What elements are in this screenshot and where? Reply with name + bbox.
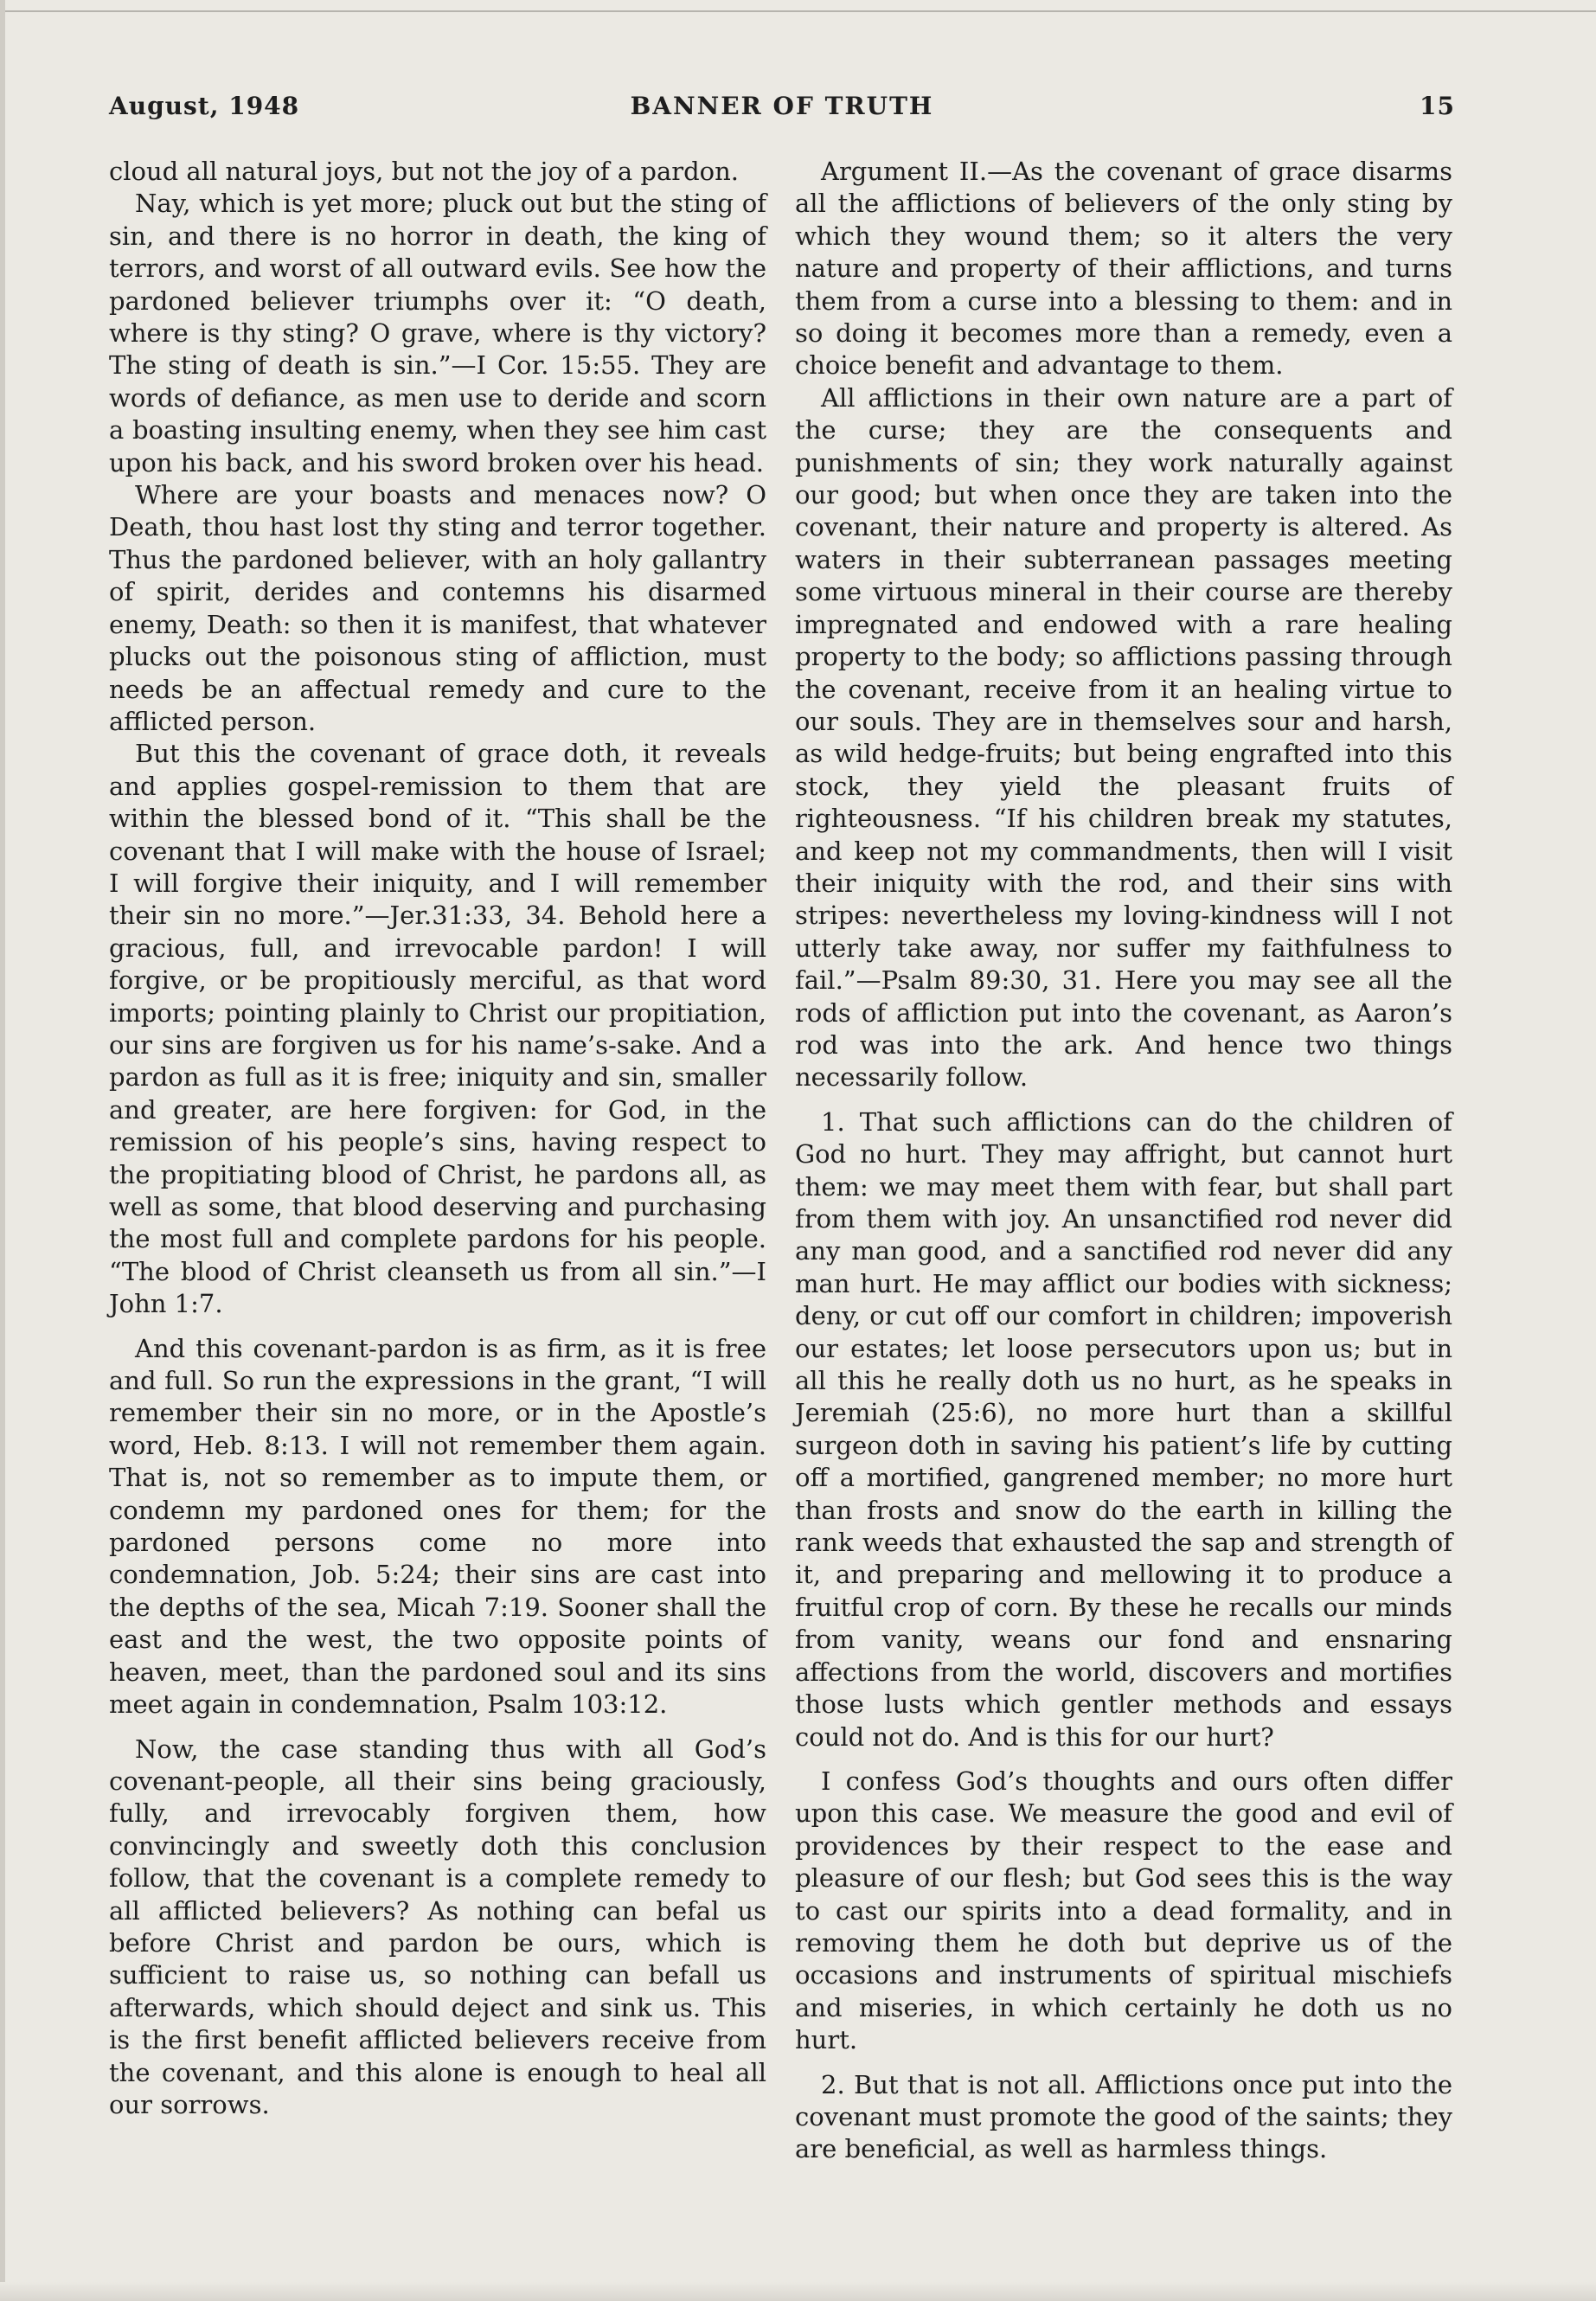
- paragraph: But this the covenant of grace doth, it reveals and applies gospel-remission to them that are within the blessed bond of it. “This shall be the covenant that I will make with the house of Israel; I will forgive their iniquity, and I will remember their sin no more.”—Jer.31:33, 34. Behold here a gracious, full, and irrevocable pardon! I will forgive, or be propitiously merciful, as that word imports; pointing plainly to Christ our propitiation, our sins are forgiven us for his name’s-sake. And a pardon as full as it is free; iniquity and sin, smaller and greater, are here forgiven: for God, in the remission of his people’s sins, having respect to the propitiating blood of Christ, he pardons all, as well as some, that blood deserving and purchasing the most full and complete pardons for his people. “The blood of Christ cleanseth us from all sin.”—I John 1:7.: [109, 739, 766, 1319]
- bottom-edge: [0, 2282, 1596, 2301]
- paragraph: 2. But that is not all. Afflictions once put into the covenant must promote the good of the saints; they are beneficial, as well as harmless things.: [795, 2069, 1452, 2164]
- header-title: BANNER OF TRUTH: [630, 92, 934, 120]
- top-rule: [0, 10, 1596, 12]
- paragraph: And this covenant-pardon is as firm, as it is free and full. So run the expressions in the grant, “I will remember their sin no more, or in the Apostle’s word, Heb. 8:13. I will not remember them again. That is, not so remember as to impute them, or condemn my pardoned ones for them; for the pardoned persons come no more into condemnation, Job. 5:24; their sins are cast into the depths of the sea, Micah 7:19. Sooner shall the east and the west, the two opposite points of heaven, meet, than the pardoned soul and its sins meet again in condemnation, Psalm 103:12.: [109, 1333, 766, 1720]
- paragraph: Argument II.—As the covenant of grace disarms all the afflictions of believers of the only sting by which they wound them; so it alters the very nature and property of their afflictions, and turns them from a curse into a blessing to them: and in so doing it becomes more than a remedy, even a choice benefit and advantage to them.: [795, 157, 1452, 381]
- left-column: [109, 156, 766, 2121]
- paragraph: All afflictions in their own nature are a part of the curse; they are the consequents and punishments of sin; they work naturally against our good; but when once they are taken into the covenant, their nature and property is altered. As waters in their subterranean passages meeting some virtuous mineral in their course are thereby impregnated and endowed with a rare healing property to the body; so afflictions passing through the covenant, receive from it an healing virtue to our souls. They are in themselves sour and harsh, as wild hedge-fruits; but being engrafted into this stock, they yield the pleasant fruits of righteousness. “If his children break my statutes, and keep not my commandments, then will I visit their iniquity with the rod, and their sins with stripes: nevertheless my loving-kindness will I not utterly take away, nor suffer my faithfulness to fail.”—Psalm 89:30, 31. Here you may see all the rods of affliction put into the covenant, as Aaron’s rod was into the ark. And hence two things necessarily follow.: [795, 382, 1452, 1093]
- running-header: [109, 83, 1455, 130]
- binding-edge: [0, 0, 5, 2301]
- paragraph: Where are your boasts and menaces now? O Death, thou hast lost thy sting and terror together. Thus the pardoned believer, with an holy gallantry of spirit, derides and contemns his disarmed enemy, Death: so then it is manifest, that whatever plucks out the poisonous sting of affliction, must needs be an affectual remedy and cure to the afflicted person.: [109, 480, 766, 736]
- paragraph: 1. That such afflictions can do the children of God no hurt. They may affright, but cannot hurt them: we may meet them with fear, but shall part from them with joy. An unsanctified rod never did any man good, and a sanctified rod never did any man hurt. He may afflict our bodies with sickness; deny, or cut off our comfort in children; impoverish our estates; let loose persecutors upon us; but in all this he really doth us no hurt, as he speaks in Jeremiah (25:6), no more hurt than a skillful surgeon doth in saving his patient’s life by cutting off a mortified, gangrened member; no more hurt than frosts and snow do the earth in killing the rank weeds that exhausted the sap and strength of it, and preparing and mellowing it to produce a fruitful crop of corn. By these he recalls our minds from vanity, weans our fond and ensnaring affections from the world, discovers and mortifies those lusts which gentler methods and essays could not do. And is this for our hurt?: [795, 1106, 1452, 1752]
- header-date: August, 1948: [109, 92, 300, 120]
- paragraph: cloud all natural joys, but not the joy of a pardon.: [109, 157, 740, 186]
- paragraph: Nay, which is yet more; pluck out but the sting of sin, and there is no horror in death, the king of terrors, and worst of all outward evils. See how the pardoned believer triumphs over it: “O death, where is thy sting? O grave, where is thy victory? The sting of death is sin.”—I Cor. 15:55. They are words of defiance, as men use to deride and scorn a boasting insulting enemy, when they see him cast upon his back, and his sword broken over his head.: [109, 189, 766, 478]
- paragraph: I confess God’s thoughts and ours often differ upon this case. We measure the good and evil of providences by their respect to the ease and pleasure of our flesh; but God sees this is the way to cast our spirits into a dead formality, and in removing them he doth but deprive us of the occasions and instruments of spiritual mischiefs and miseries, in which certainly he doth us no hurt.: [795, 1766, 1452, 2055]
- page-number: 15: [1420, 92, 1455, 120]
- paragraph: Now, the case standing thus with all God’s covenant-people, all their sins being graciously, fully, and irrevocably forgiven them, how convincingly and sweetly doth this conclusion follow, that the covenant is a complete remedy to all afflicted believers? As nothing can befal us before Christ and pardon be ours, which is sufficient to raise us, so nothing can befall us afterwards, which should deject and sink us. This is the first benefit afflicted believers receive from the covenant, and this alone is enough to heal all our sorrows.: [109, 1734, 766, 2119]
- right-column: [795, 156, 1452, 2166]
